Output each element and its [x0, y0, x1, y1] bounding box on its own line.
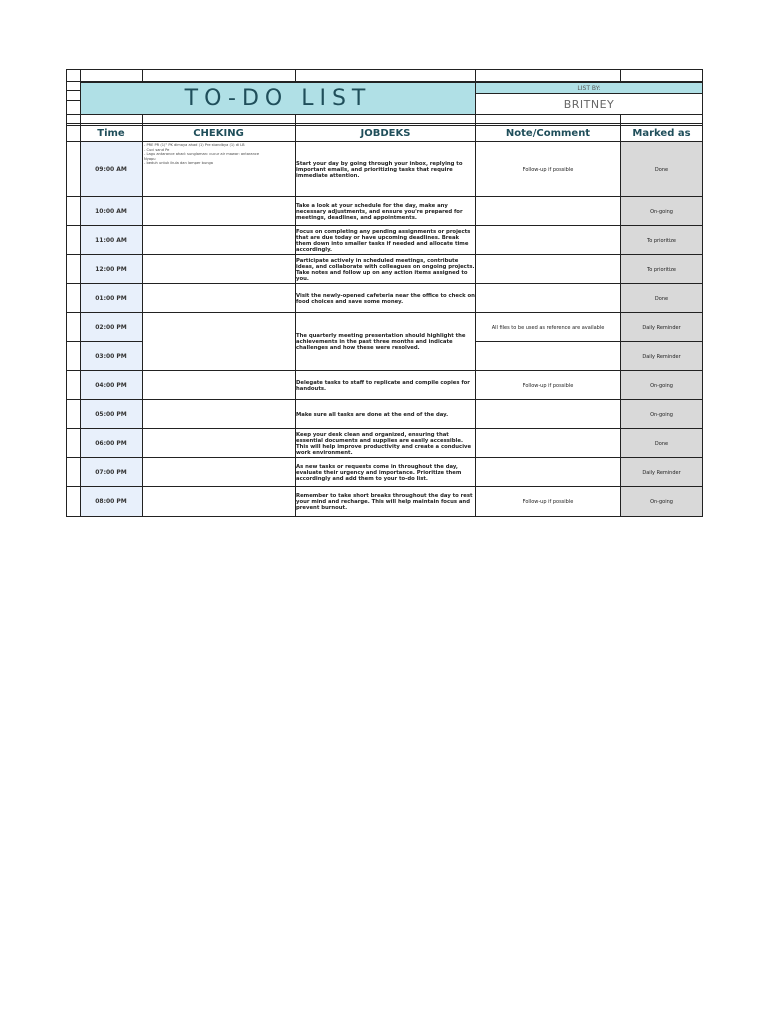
- status-cell[interactable]: On-going: [620, 487, 703, 516]
- note-cell[interactable]: [476, 429, 620, 458]
- grid-line: [620, 114, 621, 517]
- status-cell[interactable]: Daily Reminder: [620, 313, 703, 342]
- grid-line: [66, 123, 703, 124]
- grid-line: [702, 69, 703, 517]
- job-cell[interactable]: Start your day by going through your inbox, replying to important emails, and prioritizing tasks that require immediate attention.: [296, 160, 463, 179]
- header-marked: Marked as: [632, 128, 691, 139]
- job-cell[interactable]: Visit the newly-opened cafeteria near the office to check on food choices and save some money.: [296, 292, 475, 305]
- status-cell[interactable]: Daily Reminder: [620, 458, 703, 487]
- checking-note: - PRE PR (1)° PK dimaya ahad (1) Pre standbya (1) di LB: [144, 143, 245, 147]
- note-cell[interactable]: Follow-up if possible: [522, 166, 574, 173]
- job-cell[interactable]: Take a look at your schedule for the day, make any necessary adjustments, and ensure you're prepared for meetings, deadlines, and appointments.: [296, 202, 463, 221]
- job-cell[interactable]: The quarterly meeting presentation should highlight the achievements in the past three months and indicate challenges and how these were resolved.: [296, 333, 466, 351]
- job-cell[interactable]: Focus on completing any pending assignments or projects that are due today or have upcoming deadlines. Break them down into smaller tasks if needed and allocate time accordingly.: [296, 228, 471, 253]
- job-cell[interactable]: Remember to take short breaks throughout the day to rest your mind and recharge. This will help maintain focus and prevent burnout.: [296, 492, 473, 511]
- grid-line: [475, 69, 476, 517]
- grid-line: [142, 114, 143, 517]
- page-title: TO-DO LIST: [184, 86, 372, 111]
- list-by-label: LIST BY:: [475, 82, 703, 94]
- time-cell: 08:00 PM: [80, 487, 142, 516]
- status-cell[interactable]: On-going: [620, 197, 703, 226]
- job-cell[interactable]: Participate actively in scheduled meetings, contribute ideas, and collaborate with colleagues on ongoing projects. Take notes and follow up on any action items assigned to you.: [296, 257, 475, 282]
- grid-line: [142, 69, 143, 82]
- time-cell: 11:00 AM: [80, 226, 142, 255]
- todo-sheet: [66, 69, 703, 517]
- note-cell[interactable]: [476, 400, 620, 429]
- header-jobdesk: JOBDEKS: [360, 128, 411, 139]
- time-cell: 07:00 PM: [80, 458, 142, 487]
- header-note: Note/Comment: [505, 128, 591, 139]
- checking-note: Nyapu: [144, 156, 156, 161]
- checking-note: - Cuci sand Pe: [144, 147, 170, 152]
- status-cell[interactable]: To prioritize: [620, 255, 703, 284]
- note-cell[interactable]: Follow-up if possible: [522, 382, 574, 389]
- status-cell[interactable]: On-going: [620, 371, 703, 400]
- checking-note: - Lagu antarance ahad: sunglaman: cucur air mawar: antarance: [144, 152, 260, 157]
- job-cell[interactable]: As new tasks or requests come in throughout the day, evaluate their urgency and importance. Prioritize them accordingly and add them to your to-do list.: [296, 463, 462, 482]
- checking-notes[interactable]: [143, 142, 295, 196]
- grid-line: [295, 69, 296, 82]
- grid-line: [295, 114, 296, 517]
- note-cell[interactable]: [476, 197, 620, 226]
- header-checking: CHEKING: [193, 128, 244, 139]
- status-cell[interactable]: Daily Reminder: [620, 342, 703, 371]
- time-cell: 06:00 PM: [80, 429, 142, 458]
- header-time: Time: [97, 128, 125, 139]
- time-cell: 04:00 PM: [80, 371, 142, 400]
- note-cell[interactable]: Follow-up if possible: [522, 498, 574, 505]
- note-cell[interactable]: [476, 458, 620, 487]
- status-cell[interactable]: Done: [620, 284, 703, 313]
- note-cell[interactable]: [476, 342, 620, 371]
- job-cell[interactable]: Delegate tasks to staff to replicate and compile copies for handouts.: [296, 379, 470, 392]
- grid-line: [66, 100, 80, 101]
- title-banner: [80, 82, 476, 115]
- job-cell[interactable]: Make sure all tasks are done at the end of the day.: [296, 411, 449, 418]
- time-cell: 10:00 AM: [80, 197, 142, 226]
- status-cell[interactable]: On-going: [620, 400, 703, 429]
- time-cell: 03:00 PM: [80, 342, 142, 371]
- grid-line: [620, 69, 621, 82]
- time-cell: 05:00 PM: [80, 400, 142, 429]
- status-cell[interactable]: Done: [620, 429, 703, 458]
- checking-note: - beduh untuk ikula dan lamper bunga: [144, 161, 214, 166]
- grid-line: [66, 90, 80, 91]
- note-cell[interactable]: [476, 226, 620, 255]
- status-cell[interactable]: To prioritize: [620, 226, 703, 255]
- grid-line: [66, 516, 703, 517]
- grid-line: [80, 69, 81, 517]
- time-cell: 02:00 PM: [80, 313, 142, 342]
- grid-line: [66, 69, 703, 70]
- time-cell: 12:00 PM: [80, 255, 142, 284]
- time-cell: 09:00 AM: [80, 142, 142, 197]
- status-cell[interactable]: Done: [620, 142, 703, 197]
- grid-line: [66, 69, 67, 517]
- job-cell[interactable]: Keep your desk clean and organized, ensuring that essential documents and supplies are easily accessible. This will help improve productivity and create a conducive work environment.: [296, 431, 472, 456]
- note-cell[interactable]: [476, 255, 620, 284]
- note-cell[interactable]: All files to be used as reference are available: [491, 324, 605, 331]
- note-cell[interactable]: [476, 284, 620, 313]
- time-cell: 01:00 PM: [80, 284, 142, 313]
- list-by-name[interactable]: BRITNEY: [475, 93, 703, 115]
